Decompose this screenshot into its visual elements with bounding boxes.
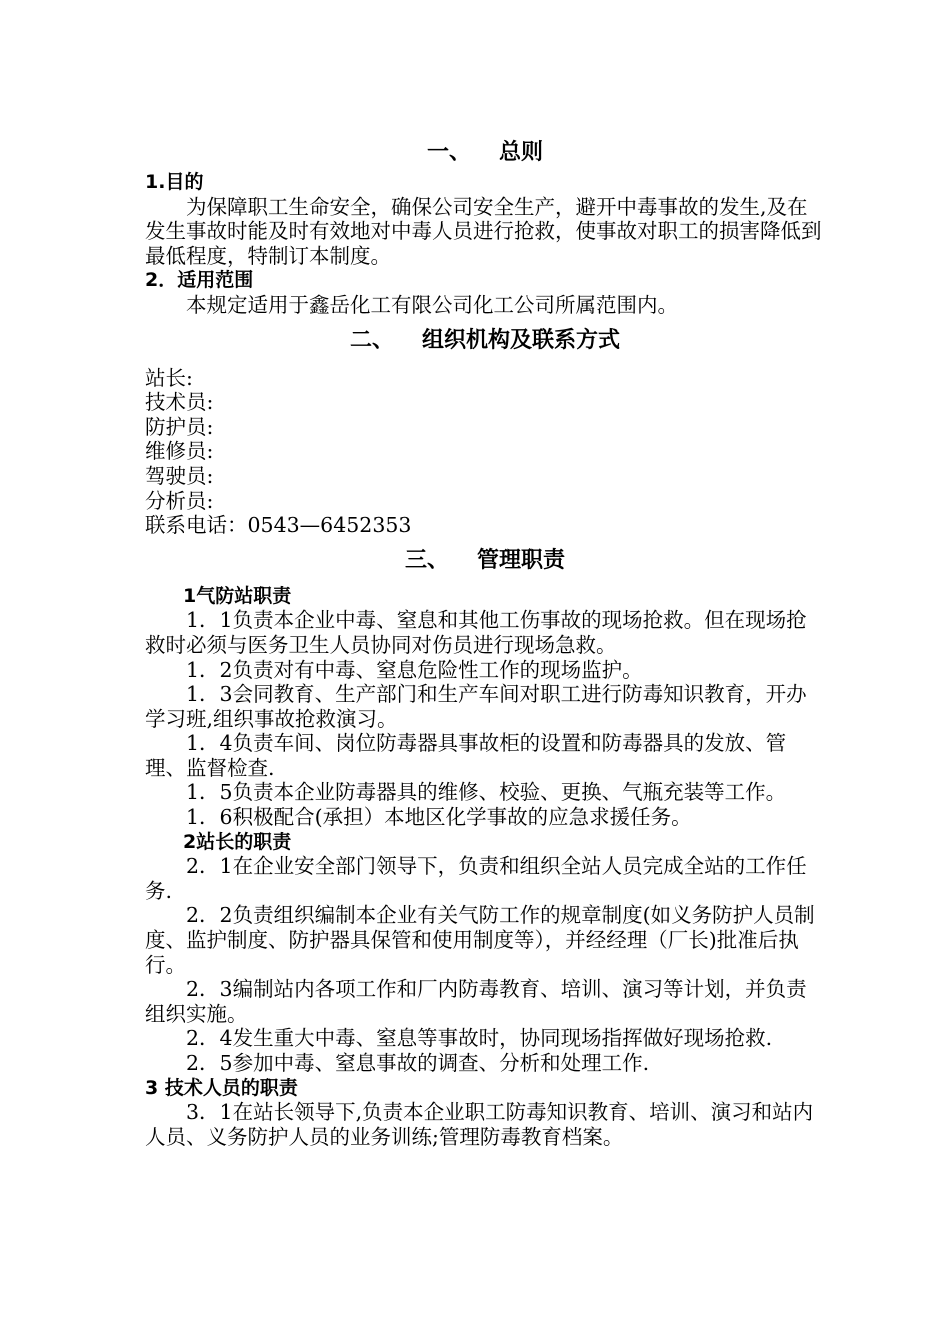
role-line: 分析员: <box>145 488 214 513</box>
purpose-paragraph: 为保障职工生命安全，确保公司安全生产，避开中毒事故的发生,及在发生事故时能及时有效地对中毒人员进行抢救，使事故对职工的损害降低到最低程度，特制订本制度。 <box>145 194 822 268</box>
section-title: 管理职责 <box>477 547 566 573</box>
section-heading-general <box>145 136 825 170</box>
role-line: 防护员: <box>145 414 214 439</box>
section-title: 总则 <box>499 140 544 165</box>
section-title: 组织机构及联系方式 <box>422 327 621 353</box>
list-item: 2．2负责组织编制本企业有关气防工作的规章制度(如义务防护人员制度、监护制度、防护器具保管和使用制度等），并经经理（厂长)批准后执行。 <box>145 903 815 977</box>
scope-heading: 2．适用范围 <box>145 269 254 292</box>
role-line: 驾驶员: <box>145 463 214 488</box>
group-heading: 2站长的职责 <box>183 830 292 853</box>
list-item: 1．6积极配合(承担）本地区化学事故的应急求援任务。 <box>186 805 692 830</box>
list-item: 1．1负责本企业中毒、窒息和其他工伤事故的现场抢救。但在现场抢救时必须与医务卫生人员协同对伤员进行现场急救。 <box>145 608 807 657</box>
list-item: 1．2负责对有中毒、窒息危险性工作的现场监护。 <box>186 657 643 682</box>
group-heading: 1气防站职责 <box>183 584 292 607</box>
list-item: 2．1在企业安全部门领导下，负责和组织全站人员完成全站的工作任务. <box>145 854 807 903</box>
section-number: 一、 <box>426 140 471 165</box>
role-line: 维修员: <box>145 439 214 464</box>
group-heading: 3 技术人员的职责 <box>145 1076 298 1099</box>
contact-phone: 联系电话：0543—6452353 <box>145 513 412 538</box>
role-line: 站长: <box>145 365 193 390</box>
role-line: 技术员: <box>145 390 214 415</box>
role-list <box>145 366 825 538</box>
section-number: 二、 <box>349 327 394 353</box>
list-item: 1．3会同教育、生产部门和生产车间对职工进行防毒知识教育，开办学习班,组织事故抢救演习。 <box>145 682 807 731</box>
document-body <box>145 130 825 1149</box>
purpose-heading: 1.目的 <box>145 171 204 193</box>
scope-paragraph: 本规定适用于鑫岳化工有限公司化工公司所属范围内。 <box>186 292 678 317</box>
section-heading-organization <box>145 324 825 358</box>
list-item: 1．4负责车间、岗位防毒器具事故柜的设置和防毒器具的发放、管理、监督检查. <box>145 731 787 780</box>
section-heading-responsibilities <box>145 544 825 578</box>
section-number: 三、 <box>404 547 449 573</box>
list-item: 2．5参加中毒、窒息事故的调查、分析和处理工作. <box>186 1051 650 1075</box>
list-item: 3．1在站长领导下,负责本企业职工防毒知识教育、培训、演习和站内人员、义务防护人员的业务训练;管理防毒教育档案。 <box>145 1100 814 1149</box>
list-item: 1．5负责本企业防毒器具的维修、校验、更换、气瓶充装等工作。 <box>186 780 787 805</box>
list-item: 2．3编制站内各项工作和厂内防毒教育、培训、演习等计划，并负责组织实施。 <box>145 977 807 1026</box>
list-item: 2．4发生重大中毒、窒息等事故时，协同现场指挥做好现场抢救. <box>186 1026 773 1051</box>
